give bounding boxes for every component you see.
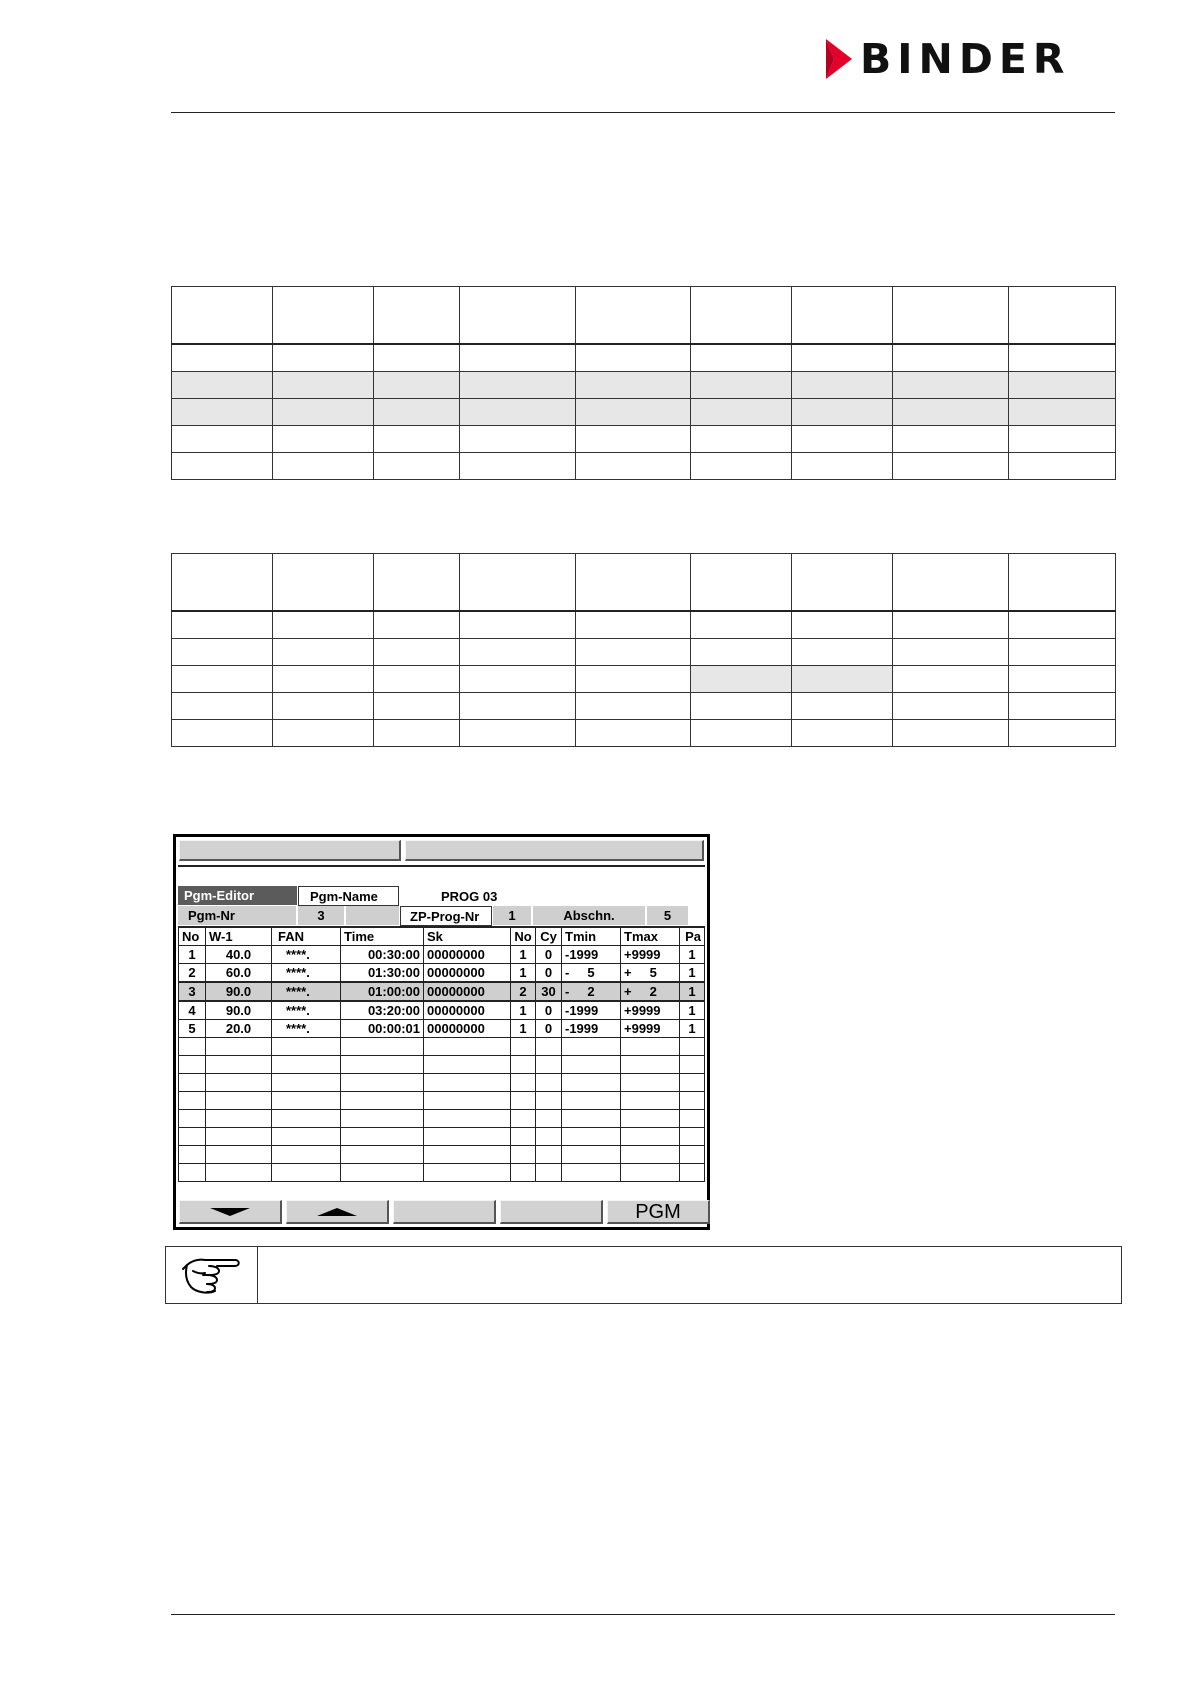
table-cell[interactable]: ****.	[272, 964, 341, 983]
table-row[interactable]	[179, 1020, 705, 1038]
reference-table-1	[171, 286, 1116, 480]
empty-table-row[interactable]	[179, 1110, 705, 1128]
table-cell[interactable]	[562, 1038, 621, 1056]
scroll-down-button[interactable]	[179, 1200, 282, 1224]
table-cell[interactable]	[424, 1128, 511, 1146]
table-cell[interactable]: ****.	[272, 1020, 341, 1038]
table-cell[interactable]: 2	[511, 982, 536, 1001]
table-cell[interactable]	[562, 1128, 621, 1146]
table-cell[interactable]	[424, 1110, 511, 1128]
table-cell[interactable]	[424, 1038, 511, 1056]
table-cell[interactable]: 00:30:00	[341, 946, 424, 964]
table-cell[interactable]	[511, 1056, 536, 1074]
column-header: Time	[341, 927, 424, 946]
empty-table-row[interactable]	[179, 1038, 705, 1056]
empty-table-row[interactable]	[179, 1128, 705, 1146]
column-header: Tmin	[562, 927, 621, 946]
table-cell[interactable]: 00000000	[424, 1020, 511, 1038]
table-cell[interactable]	[680, 1056, 705, 1074]
table-cell[interactable]	[206, 1056, 272, 1074]
table-cell[interactable]	[272, 1038, 341, 1056]
logo-text: BINDER	[860, 35, 1071, 83]
top-button-right[interactable]	[405, 840, 704, 861]
pgm-name-value[interactable]: PROG 03	[441, 889, 498, 904]
table-cell[interactable]	[179, 1074, 206, 1092]
table-cell[interactable]: 00000000	[424, 1001, 511, 1020]
logo-arrow-icon	[824, 37, 854, 81]
table-cell[interactable]: ****.	[272, 982, 341, 1001]
arrow-up-icon	[317, 1208, 357, 1216]
zp-prog-nr-value[interactable]: 1	[493, 906, 531, 925]
table-cell[interactable]	[562, 1146, 621, 1164]
table-cell[interactable]	[680, 1128, 705, 1146]
table-cell[interactable]: 90.0	[206, 982, 272, 1001]
table-cell[interactable]: 1	[680, 1001, 705, 1020]
table-cell[interactable]	[562, 1074, 621, 1092]
table-cell[interactable]	[206, 1128, 272, 1146]
table-cell[interactable]: 1	[179, 946, 206, 964]
column-header: No	[511, 927, 536, 946]
table-cell[interactable]: 30	[536, 982, 562, 1001]
table-cell[interactable]	[680, 1164, 705, 1182]
table-cell[interactable]: 01:30:00	[341, 964, 424, 983]
table-cell[interactable]: 1	[511, 946, 536, 964]
column-header: FAN	[272, 927, 341, 946]
table-cell[interactable]	[341, 1092, 424, 1110]
empty-table-row[interactable]	[179, 1056, 705, 1074]
footer-rule	[171, 1614, 1115, 1615]
table-cell[interactable]	[341, 1038, 424, 1056]
table-cell[interactable]	[206, 1146, 272, 1164]
program-table	[178, 926, 705, 1182]
table-cell[interactable]: +9999	[621, 946, 680, 964]
table-row[interactable]	[179, 964, 705, 983]
table-cell[interactable]: 0	[536, 964, 562, 983]
table-cell[interactable]: 00000000	[424, 946, 511, 964]
table-cell[interactable]	[424, 1056, 511, 1074]
pointing-hand-icon	[179, 1251, 245, 1299]
table-cell[interactable]: - 2	[562, 982, 621, 1001]
table-cell[interactable]	[206, 1164, 272, 1182]
table-cell[interactable]	[272, 1146, 341, 1164]
pgm-button[interactable]: PGM	[607, 1200, 710, 1224]
table-cell[interactable]	[536, 1092, 562, 1110]
column-header: No	[179, 927, 206, 946]
top-button-left[interactable]	[179, 840, 401, 861]
table-cell[interactable]	[341, 1164, 424, 1182]
table-cell[interactable]	[206, 1038, 272, 1056]
table-cell[interactable]	[272, 1110, 341, 1128]
table-cell[interactable]	[621, 1146, 680, 1164]
empty-table-row[interactable]	[179, 1146, 705, 1164]
table-cell[interactable]: 0	[536, 1020, 562, 1038]
softkey-4[interactable]	[500, 1200, 603, 1224]
table-cell[interactable]	[424, 1164, 511, 1182]
table-cell[interactable]: 0	[536, 1001, 562, 1020]
table-cell[interactable]: ****.	[272, 1001, 341, 1020]
table-cell[interactable]: 00000000	[424, 964, 511, 983]
table-cell[interactable]: 4	[179, 1001, 206, 1020]
table-cell[interactable]	[206, 1092, 272, 1110]
note-box	[165, 1246, 1122, 1304]
display-divider	[178, 865, 705, 867]
table-cell[interactable]	[680, 1110, 705, 1128]
table-cell[interactable]: 1	[511, 1001, 536, 1020]
table-cell[interactable]: 3	[179, 982, 206, 1001]
table-header-row	[179, 927, 705, 946]
reference-table-2	[171, 553, 1116, 747]
table-cell[interactable]: 1	[680, 982, 705, 1001]
table-cell[interactable]: 1	[680, 964, 705, 983]
table-cell[interactable]: 20.0	[206, 1020, 272, 1038]
binder-logo	[824, 36, 1070, 82]
table-cell[interactable]: -1999	[562, 1001, 621, 1020]
table-cell[interactable]	[621, 1038, 680, 1056]
table-cell[interactable]	[621, 1056, 680, 1074]
table-cell[interactable]: 5	[179, 1020, 206, 1038]
table-cell[interactable]	[424, 1146, 511, 1164]
empty-table-row[interactable]	[179, 1092, 705, 1110]
table-cell[interactable]	[536, 1110, 562, 1128]
table-cell[interactable]	[179, 1164, 206, 1182]
table-cell[interactable]	[179, 1038, 206, 1056]
table-cell[interactable]: 2	[179, 964, 206, 983]
table-cell[interactable]: 90.0	[206, 1001, 272, 1020]
table-cell[interactable]: + 5	[621, 964, 680, 983]
softkey-3[interactable]	[393, 1200, 496, 1224]
table-cell[interactable]	[424, 1092, 511, 1110]
table-cell[interactable]	[341, 1146, 424, 1164]
table-cell[interactable]	[562, 1056, 621, 1074]
column-header: W-1	[206, 927, 272, 946]
column-header: Tmax	[621, 927, 680, 946]
table-cell[interactable]: 0	[536, 946, 562, 964]
table-row[interactable]	[179, 946, 705, 964]
table-cell[interactable]	[680, 1146, 705, 1164]
empty-table-row[interactable]	[179, 1164, 705, 1182]
pgm-editor-label: Pgm-Editor	[178, 886, 297, 905]
table-cell[interactable]	[562, 1110, 621, 1128]
table-cell[interactable]	[621, 1164, 680, 1182]
table-cell[interactable]	[272, 1056, 341, 1074]
table-cell[interactable]	[621, 1074, 680, 1092]
pgm-nr-blank	[346, 906, 399, 925]
table-cell[interactable]	[621, 1092, 680, 1110]
table-cell[interactable]	[206, 1110, 272, 1128]
table-cell[interactable]	[562, 1092, 621, 1110]
table-cell[interactable]: +9999	[621, 1020, 680, 1038]
note-icon-cell	[166, 1247, 258, 1303]
zp-prog-nr-label: ZP-Prog-Nr	[400, 906, 492, 926]
table-cell[interactable]	[511, 1110, 536, 1128]
table-cell[interactable]: 60.0	[206, 964, 272, 983]
table-cell[interactable]	[179, 1092, 206, 1110]
table-cell[interactable]: 01:00:00	[341, 982, 424, 1001]
table-cell[interactable]	[680, 1092, 705, 1110]
table-cell[interactable]: 03:20:00	[341, 1001, 424, 1020]
table-cell[interactable]	[179, 1056, 206, 1074]
table-cell[interactable]	[511, 1038, 536, 1056]
arrow-down-icon	[210, 1208, 250, 1216]
table-row[interactable]	[179, 1001, 705, 1020]
table-cell[interactable]: -1999	[562, 1020, 621, 1038]
column-header: Sk	[424, 927, 511, 946]
pgm-nr-label: Pgm-Nr	[178, 906, 296, 925]
table-cell[interactable]	[680, 1038, 705, 1056]
table-cell[interactable]	[536, 1146, 562, 1164]
table-cell[interactable]: ****.	[272, 946, 341, 964]
table-cell[interactable]	[511, 1164, 536, 1182]
table-cell[interactable]	[536, 1074, 562, 1092]
table-cell[interactable]	[536, 1056, 562, 1074]
table-cell[interactable]	[562, 1164, 621, 1182]
table-cell[interactable]: 1	[680, 1020, 705, 1038]
table-cell[interactable]	[179, 1110, 206, 1128]
scroll-up-button[interactable]	[286, 1200, 389, 1224]
program-editor-display	[173, 834, 710, 1230]
table-cell[interactable]	[341, 1128, 424, 1146]
abschn-value[interactable]: 5	[647, 906, 688, 925]
table-cell[interactable]	[272, 1164, 341, 1182]
header-rule	[171, 112, 1115, 113]
table-cell[interactable]	[341, 1110, 424, 1128]
table-cell[interactable]: + 2	[621, 982, 680, 1001]
table-cell[interactable]	[341, 1074, 424, 1092]
table-cell[interactable]: -1999	[562, 946, 621, 964]
table-cell[interactable]: 1	[680, 946, 705, 964]
table-cell[interactable]: 00:00:01	[341, 1020, 424, 1038]
table-cell[interactable]	[621, 1128, 680, 1146]
table-cell[interactable]	[536, 1164, 562, 1182]
table-cell[interactable]	[206, 1074, 272, 1092]
table-cell[interactable]	[179, 1128, 206, 1146]
table-cell[interactable]: +9999	[621, 1001, 680, 1020]
table-cell[interactable]	[511, 1128, 536, 1146]
table-cell[interactable]	[272, 1074, 341, 1092]
table-cell[interactable]	[511, 1146, 536, 1164]
table-cell[interactable]	[424, 1074, 511, 1092]
column-header: Cy	[536, 927, 562, 946]
table-cell[interactable]	[511, 1092, 536, 1110]
table-cell[interactable]: 1	[511, 1020, 536, 1038]
column-header: Pa	[680, 927, 705, 946]
table-cell[interactable]	[511, 1074, 536, 1092]
table-cell[interactable]	[536, 1038, 562, 1056]
pgm-name-label: Pgm-Name	[298, 886, 399, 906]
abschn-label: Abschn.	[533, 906, 645, 925]
table-cell[interactable]	[179, 1146, 206, 1164]
table-cell[interactable]	[621, 1110, 680, 1128]
table-cell[interactable]: 00000000	[424, 982, 511, 1001]
table-cell[interactable]	[341, 1056, 424, 1074]
table-cell[interactable]: 40.0	[206, 946, 272, 964]
empty-table-row[interactable]	[179, 1074, 705, 1092]
table-cell[interactable]	[272, 1128, 341, 1146]
table-cell[interactable]	[272, 1092, 341, 1110]
pgm-nr-value[interactable]: 3	[298, 906, 344, 925]
table-cell[interactable]: - 5	[562, 964, 621, 983]
table-cell[interactable]	[680, 1074, 705, 1092]
table-cell[interactable]: 1	[511, 964, 536, 983]
table-row[interactable]	[179, 982, 705, 1001]
table-cell[interactable]	[536, 1128, 562, 1146]
